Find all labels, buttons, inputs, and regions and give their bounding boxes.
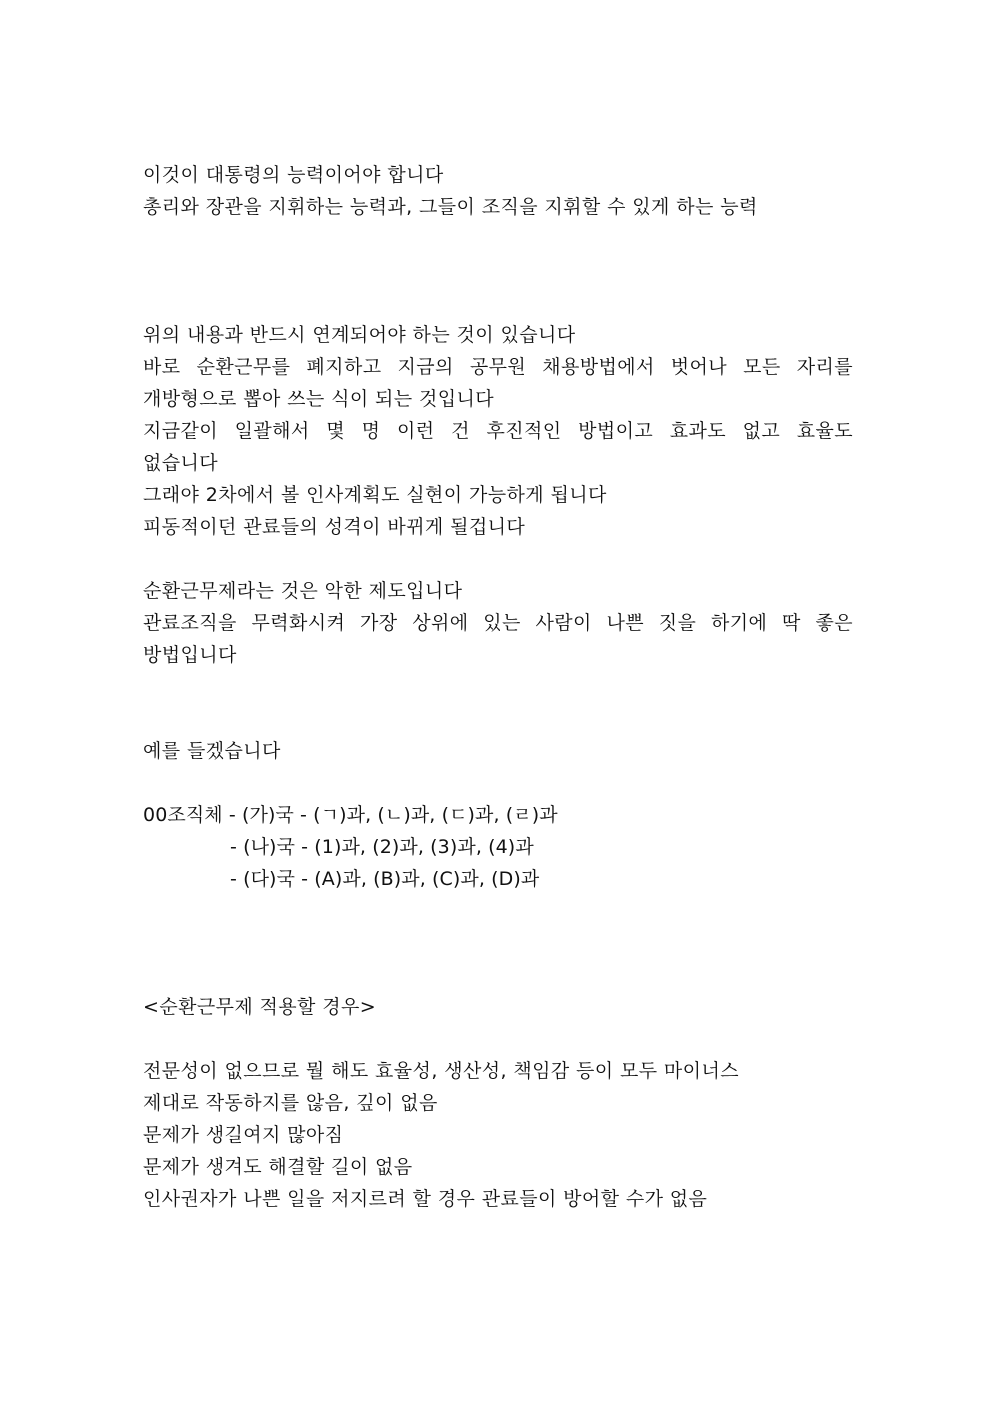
org-chart-line: - (나)국 - (1)과, (2)과, (3)과, (4)과	[230, 836, 534, 858]
text-line: 없습니다	[143, 452, 219, 474]
text-line: 문제가 생길여지 많아짐	[143, 1124, 344, 1146]
text-line: 전문성이 없으므로 뭘 해도 효율성, 생산성, 책임감 등이 모두 마이너스	[143, 1060, 739, 1082]
org-chart-line: 00조직체 - (가)국 - (ㄱ)과, (ㄴ)과, (ㄷ)과, (ㄹ)과	[143, 804, 558, 826]
text-line: 피동적이던 관료들의 성격이 바뀌게 될겁니다	[143, 516, 526, 538]
text-line: 제대로 작동하지를 않음, 깊이 없음	[143, 1092, 438, 1114]
text-line: 위의 내용과 반드시 연계되어야 하는 것이 있습니다	[143, 324, 576, 346]
text-line: 예를 들겠습니다	[143, 740, 281, 762]
section-heading: <순환근무제 적용할 경우>	[143, 996, 377, 1018]
text-line: 문제가 생겨도 해결할 길이 없음	[143, 1156, 413, 1178]
text-line: 인사권자가 나쁜 일을 저지르려 할 경우 관료들이 방어할 수가 없음	[143, 1188, 708, 1210]
text-line: 개방형으로 뽑아 쓰는 식이 되는 것입니다	[143, 388, 495, 410]
text-line: 방법입니다	[143, 644, 237, 666]
text-line: 이것이 대통령의 능력이어야 합니다	[143, 164, 444, 186]
text-line: 총리와 장관을 지휘하는 능력과, 그들이 조직을 지휘할 수 있게 하는 능력	[143, 196, 758, 218]
text-line: 그래야 2차에서 볼 인사계획도 실현이 가능하게 됩니다	[143, 484, 607, 506]
text-line: 순환근무제라는 것은 악한 제도입니다	[143, 580, 463, 602]
text-line: 관료조직을 무력화시켜 가장 상위에 있는 사람이 나쁜 짓을 하기에 딱 좋은	[143, 612, 853, 634]
text-line: 바로 순환근무를 폐지하고 지금의 공무원 채용방법에서 벗어나 모든 자리를	[143, 356, 853, 378]
text-line: 지금같이 일괄해서 몇 명 이런 건 후진적인 방법이고 효과도 없고 효율도	[143, 420, 853, 442]
org-chart-line: - (다)국 - (A)과, (B)과, (C)과, (D)과	[230, 868, 540, 890]
